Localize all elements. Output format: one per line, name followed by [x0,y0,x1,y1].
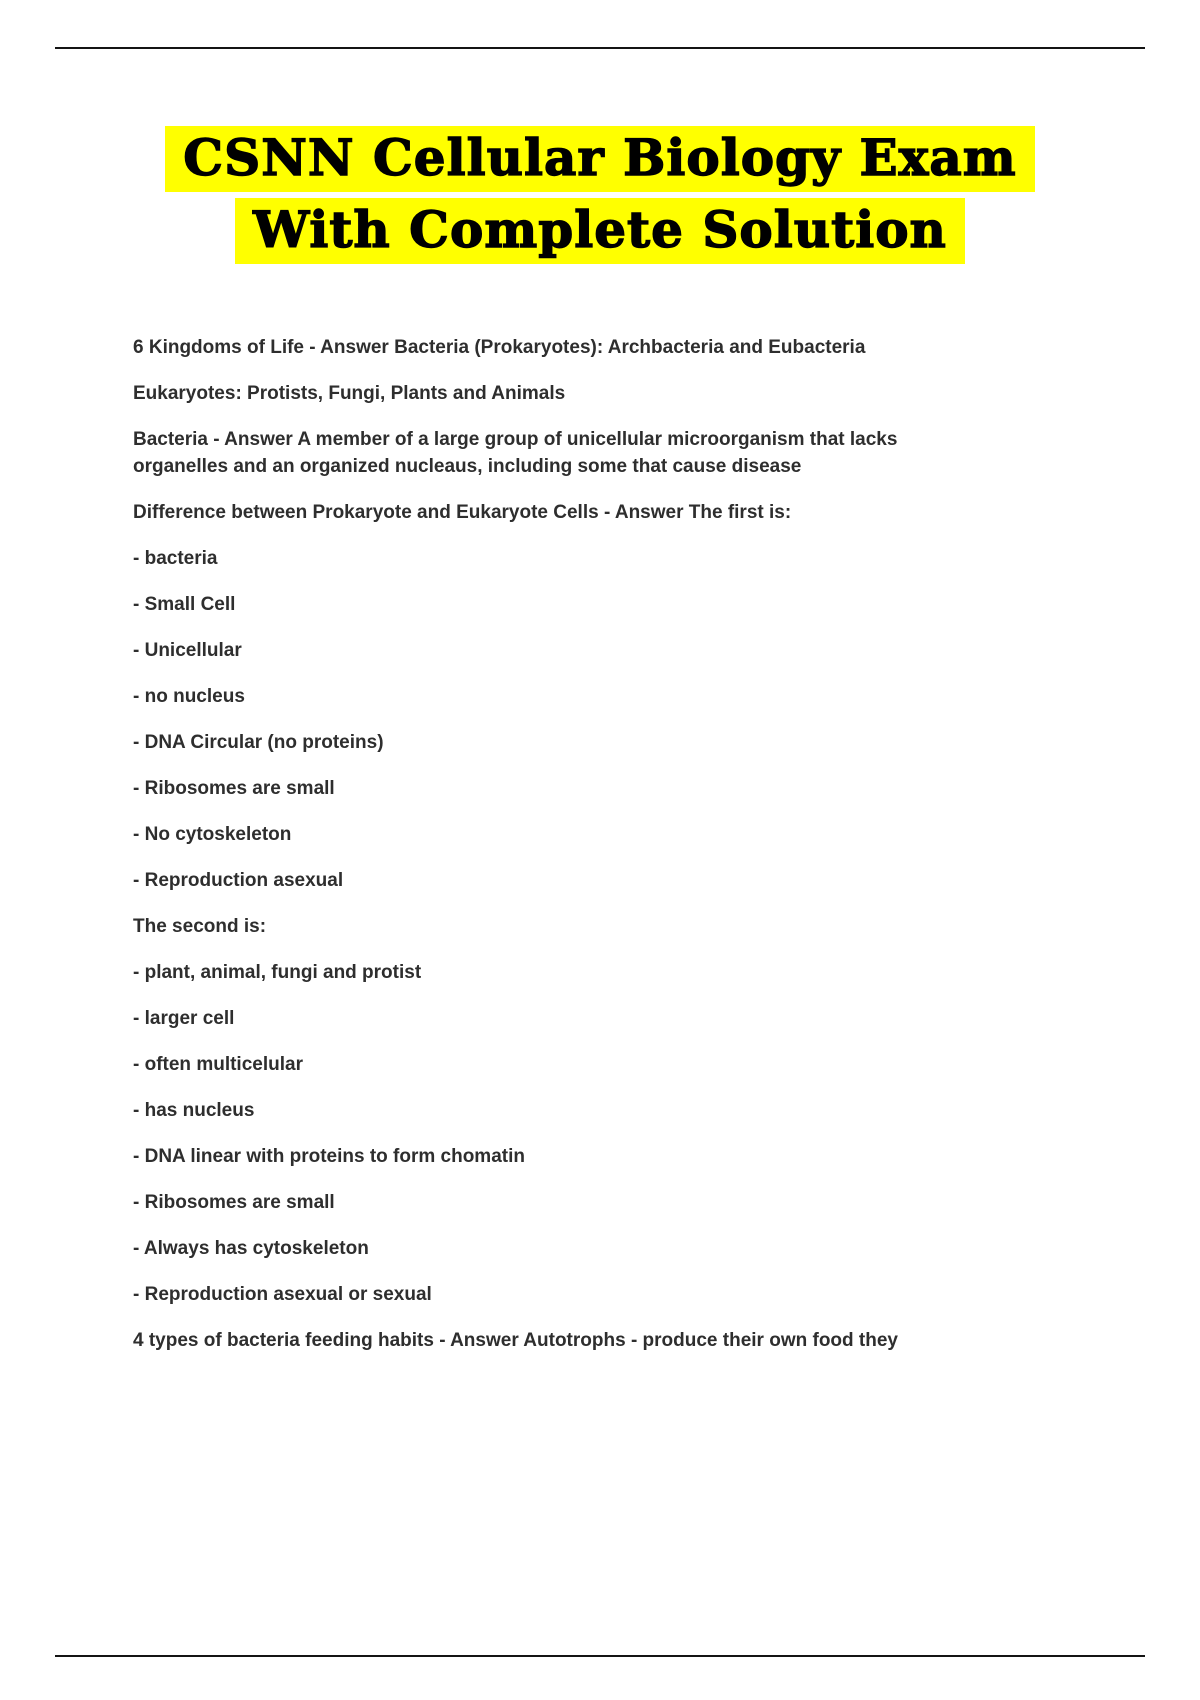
paragraph: - Ribosomes are small [133,778,335,799]
document-body [133,334,978,1373]
paragraph: - often multicelular [133,1054,303,1075]
paragraph: - Reproduction asexual or sexual [133,1284,432,1305]
top-divider [55,47,1145,49]
paragraph: The second is: [133,916,267,937]
paragraph: - no nucleus [133,686,245,707]
paragraph: - Reproduction asexual [133,870,344,891]
bottom-divider [55,1655,1145,1657]
paragraph: - bacteria [133,548,218,569]
paragraph: - Ribosomes are small [133,1192,335,1213]
paragraph: Eukaryotes: Protists, Fungi, Plants and Animals [133,383,566,404]
paragraph: 6 Kingdoms of Life - Answer Bacteria (Prokaryotes): Archbacteria and Eubacteria [133,337,866,358]
paragraph: - DNA linear with proteins to form chomatin [133,1146,525,1167]
paragraph: - No cytoskeleton [133,824,292,845]
paragraph: - larger cell [133,1008,235,1029]
paragraph: - has nucleus [133,1100,255,1121]
paragraph: - DNA Circular (no proteins) [133,732,384,753]
paragraph: - Unicellular [133,640,242,661]
paragraph: Difference between Prokaryote and Eukaryote Cells - Answer The first is: [133,502,792,523]
paragraph: - plant, animal, fungi and protist [133,962,422,983]
paragraph: - Always has cytoskeleton [133,1238,369,1259]
document-title-line1: CSNN Cellular Biology Exam [165,126,1034,192]
document-title-line2: With Complete Solution [235,198,965,264]
page-title [0,126,1200,270]
paragraph: - Small Cell [133,594,236,615]
paragraph: Bacteria - Answer A member of a large group of unicellular microorganism that lacks organelles and an organized nucleaus, including some that cause disease [133,429,898,477]
paragraph: 4 types of bacteria feeding habits - Answer Autotrophs - produce their own food they [133,1330,898,1351]
